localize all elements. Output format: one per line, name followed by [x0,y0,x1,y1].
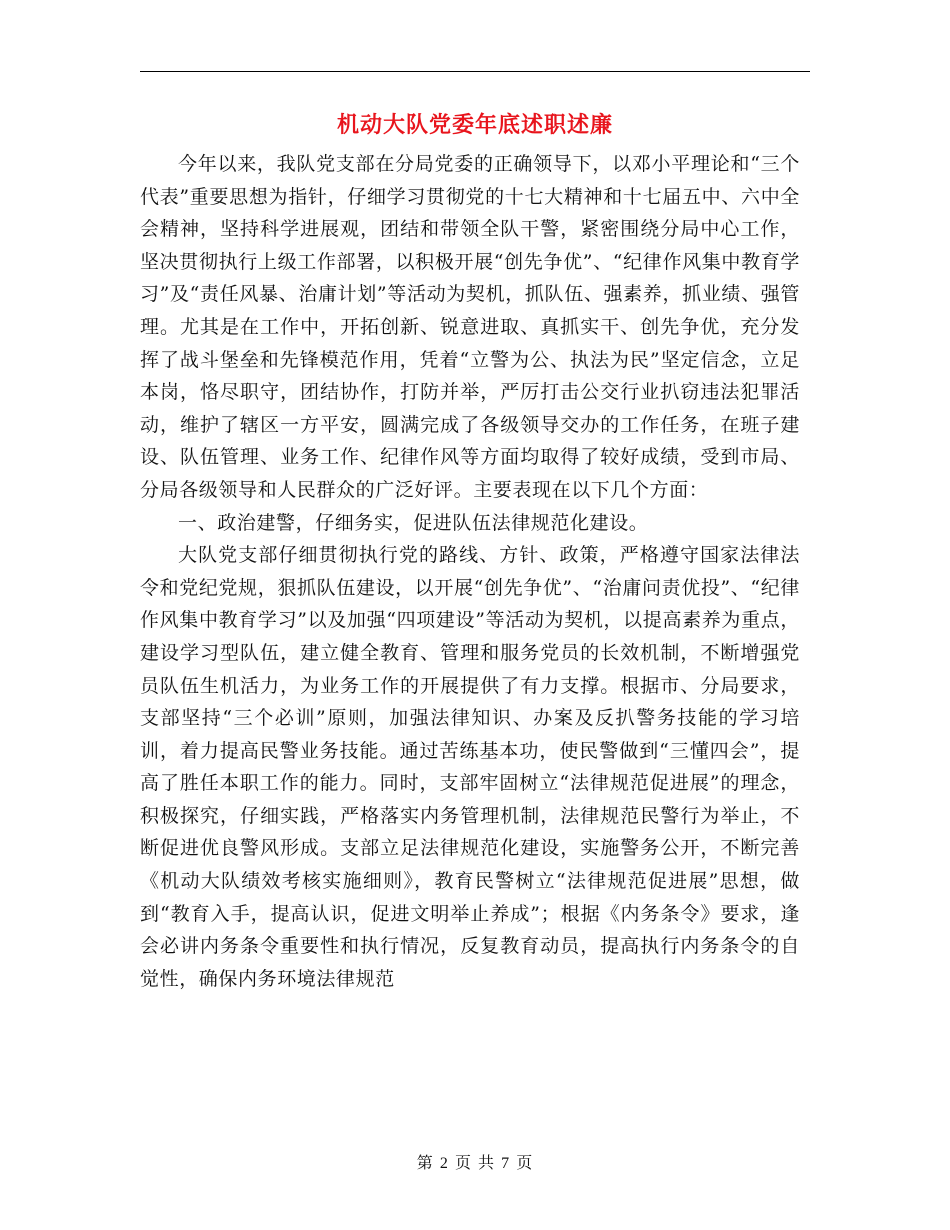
footer-middle: 页 共 [454,1153,496,1172]
footer-prefix: 第 [416,1153,434,1172]
paragraph-section-body: 大队党支部仔细贯彻执行党的路线、方针、政策，严格遵守国家法律法令和党纪党规，狠抓队伍建设，以开展“创先争优”、“治庸问责优投”、“纪律作风集中教育学习”以及加强“四项建设”等活动为契机，以提高素养为重点，建设学习型队伍，建立健全教育、管理和服务党员的长效机制，不断增强党员队伍生机活力，为业务工作的开展提供了有力支撑。根据市、分局要求，支部坚持“三个必训”原则，加强法律知识、办案及反扒警务技能的学习培训，着力提高民警业务技能。通过苦练基本功，使民警做到“三懂四会”，提高了胜任本职工作的能力。同时，支部牢固树立“法律规范促进展”的理念，积极探究，仔细实践，严格落实内务管理机制，法律规范民警行为举止，不断促进优良警风形成。支部立足法律规范化建设，实施警务公开，不断完善《机动大队绩效考核实施细则》，教育民警树立“法律规范促进展”思想，做到“教育入手，提高认识，促进文明举止养成”；根据《内务条令》要求，逢会必讲内务条令重要性和执行情况，反复教育动员，提高执行内务条令的自觉性，确保内务环境法律规范 [140,544,800,990]
page-footer [0,1152,950,1175]
header-rule [140,71,810,72]
document-body [140,148,800,995]
footer-total-pages: 7 [501,1155,511,1172]
document-title: 机动大队党委年底述职述廉 [336,112,613,138]
paragraph-intro: 今年以来，我队党支部在分局党委的正确领导下，以邓小平理论和“三个代表”重要思想为指针，仔细学习贯彻党的十七大精神和十七届五中、六中全会精神，坚持科学进展观，团结和带领全队干警，紧密围绕分局中心工作，坚决贯彻执行上级工作部署，以积极开展“创先争优”、“纪律作风集中教育学习”及“责任风暴、治庸计划”等活动为契机，抓队伍、强素养，抓业绩、强管理。尤其是在工作中，开拓创新、锐意进取、真抓实干、创先争优，充分发挥了战斗堡垒和先锋模范作用，凭着“立警为公、执法为民”坚定信念，立足本岗，恪尽职守，团结协作，打防并举，严厉打击公交行业扒窃违法犯罪活动，维护了辖区一方平安，圆满完成了各级领导交办的工作任务，在班子建设、队伍管理、业务工作、纪律作风等方面均取得了较好成绩，受到市局、分局各级领导和人民群众的广泛好评。主要表现在以下几个方面： [140,153,800,501]
footer-current-page: 2 [439,1155,449,1172]
footer-suffix: 页 [516,1153,534,1172]
paragraph-section-heading: 一、政治建警，仔细务实，促进队伍法律规范化建设。 [178,511,649,534]
